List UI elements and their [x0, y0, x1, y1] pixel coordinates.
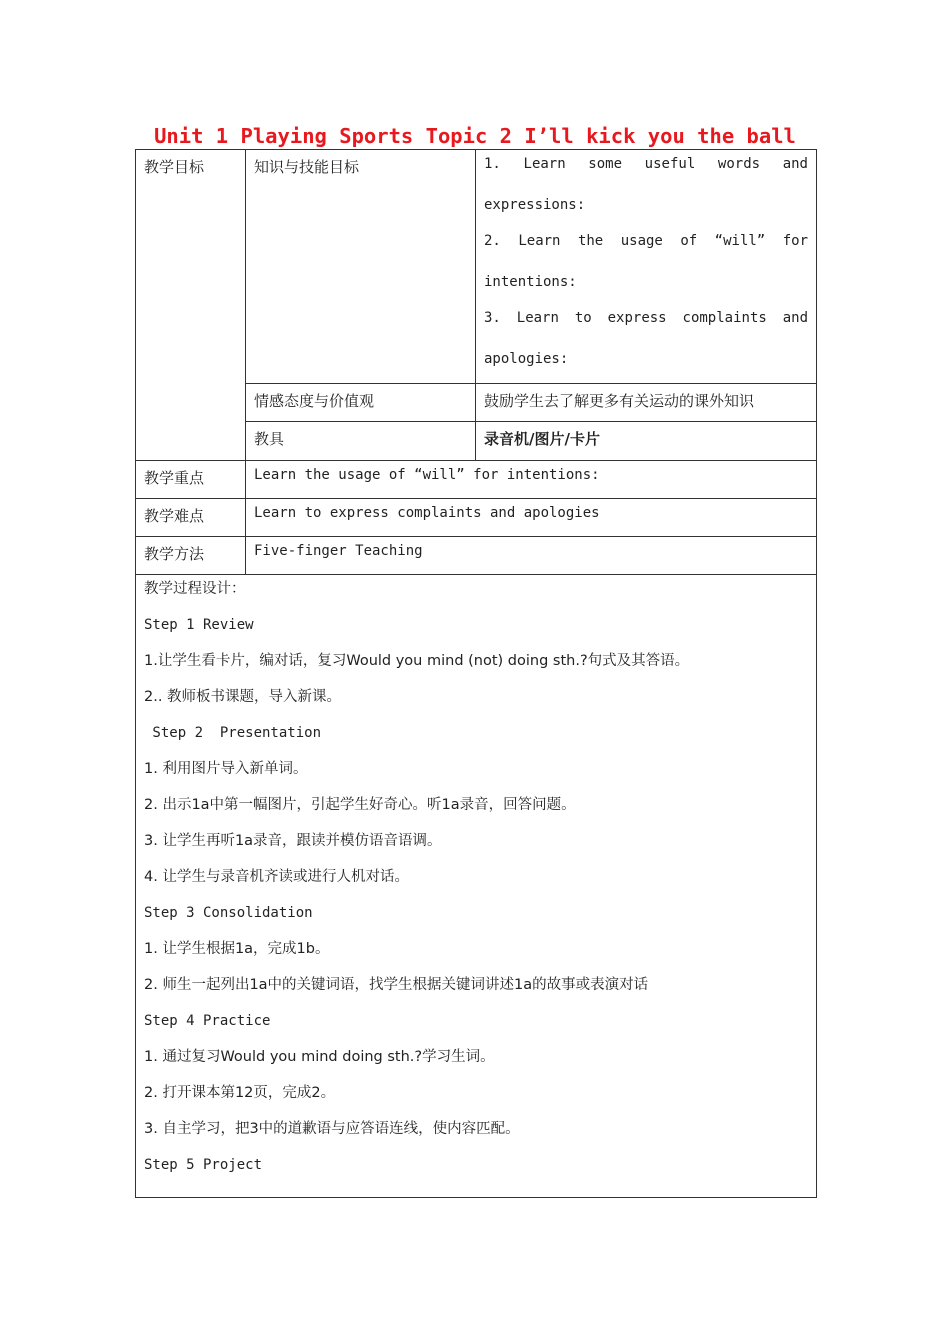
- method-label-cell: [136, 537, 246, 575]
- knowledge-label-cell: [246, 150, 476, 384]
- method-value: Five-finger Teaching: [254, 543, 423, 559]
- lesson-plan-table: [135, 149, 817, 1198]
- difficulty-value-cell: [246, 499, 817, 537]
- knowledge-label: 知识与技能目标: [254, 158, 360, 176]
- process-step2-item4: 4. 让学生与录音机齐读或进行人机对话。: [144, 869, 409, 885]
- process-step4-title: Step 4 Practice: [144, 1013, 271, 1029]
- tools-value: 录音机/图片/卡片: [484, 430, 600, 448]
- tools-label-cell: [246, 422, 476, 461]
- key-label-cell: [136, 461, 246, 499]
- method-label: 教学方法: [144, 545, 205, 563]
- emotion-label-cell: [246, 384, 476, 422]
- knowledge-goal-2: [484, 231, 808, 292]
- key-label: 教学重点: [144, 469, 205, 487]
- knowledge-goal-1-line1: 1. Learn some useful words and: [484, 156, 808, 172]
- emotion-value-cell: [476, 384, 817, 422]
- knowledge-goal-2-line2: intentions:: [484, 274, 577, 290]
- emotion-value: 鼓励学生去了解更多有关运动的课外知识: [484, 392, 755, 410]
- process-step1-item2: 2.. 教师板书课题，导入新课。: [144, 689, 342, 705]
- process-step4-item3: 3. 自主学习，把3中的道歉语与应答语连线，使内容匹配。: [144, 1121, 520, 1137]
- process-step3-item1: 1. 让学生根据1a，完成1b。: [144, 941, 330, 957]
- difficulty-value: Learn to express complaints and apologies: [254, 505, 600, 521]
- knowledge-goal-1-line2: expressions:: [484, 197, 586, 213]
- goals-label: 教学目标: [144, 158, 205, 176]
- method-value-cell: [246, 537, 817, 575]
- process-step3-title: Step 3 Consolidation: [144, 905, 313, 921]
- process-step1-item1: 1.让学生看卡片，编对话，复习Would you mind (not) doing sth.?句式及其答语。: [144, 653, 690, 669]
- process-step2-title: Step 2 Presentation: [144, 725, 322, 741]
- process-step2-item3: 3. 让学生再听1a录音，跟读并模仿语音语调。: [144, 833, 442, 849]
- goals-label-cell: [136, 150, 246, 461]
- difficulty-label: 教学难点: [144, 507, 205, 525]
- process-heading: 教学过程设计：: [144, 581, 246, 597]
- process-step4-item1: 1. 通过复习Would you mind doing sth.?学习生词。: [144, 1049, 495, 1065]
- process-step3-item2: 2. 师生一起列出1a中的关键词语，找学生根据关键词讲述1a的故事或表演对话: [144, 977, 649, 993]
- key-value: Learn the usage of “will” for intentions:: [254, 467, 600, 483]
- difficulty-label-cell: [136, 499, 246, 537]
- tools-value-cell: [476, 422, 817, 461]
- key-value-cell: [246, 461, 817, 499]
- process-step1-title: Step 1 Review: [144, 617, 254, 633]
- document-title: Unit 1 Playing Sports Topic 2 I’ll kick you the ball: [154, 124, 796, 148]
- process-step4-item2: 2. 打开课本第12页，完成2。: [144, 1085, 336, 1101]
- knowledge-goal-1: [484, 154, 808, 215]
- process-step2-item2: 2. 出示1a中第一幅图片，引起学生好奇心。听1a录音，回答问题。: [144, 797, 576, 813]
- tools-label: 教具: [254, 430, 285, 448]
- knowledge-goals-cell: [476, 150, 817, 384]
- process-step5-title: Step 5 Project: [144, 1157, 263, 1173]
- knowledge-goal-2-line1: 2. Learn the usage of “will” for: [484, 233, 808, 249]
- process-step2-item1: 1. 利用图片导入新单词。: [144, 761, 308, 777]
- emotion-label: 情感态度与价值观: [254, 392, 375, 410]
- knowledge-goal-3: [484, 308, 808, 369]
- process-cell: [136, 575, 817, 1198]
- knowledge-goal-3-line1: 3. Learn to express complaints and: [484, 310, 808, 326]
- knowledge-goal-3-line2: apologies:: [484, 351, 569, 367]
